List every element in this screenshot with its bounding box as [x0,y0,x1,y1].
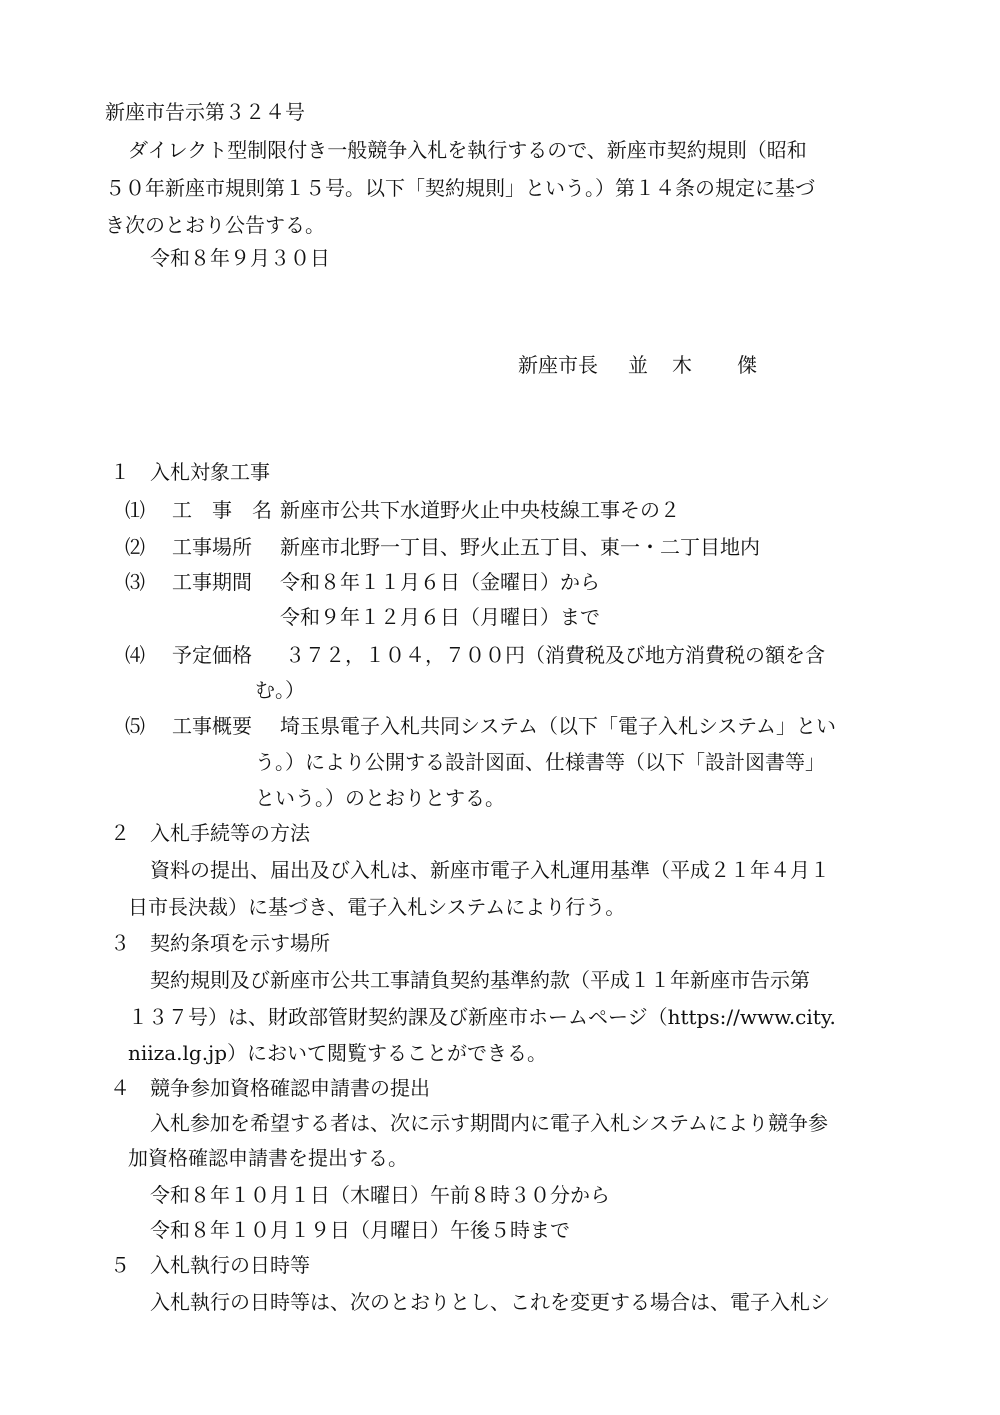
item-label: 工 事 名 [172,498,272,522]
preamble-line: ダイレクト型制限付き一般競争入札を執行するので、新座市契約規則（昭和 [128,138,807,162]
item-value: ３７２，１０４，７００円（消費税及び地方消費税の額を含 [285,643,825,667]
item-value: 新座市北野一丁目、野火止五丁目、東一・二丁目地内 [280,535,760,559]
application-period-end: 令和８年１０月１９日（月曜日）午後５時まで [150,1218,570,1242]
section-text: 入札参加を希望する者は、次に示す期間内に電子入札システムにより競争参 [150,1111,828,1135]
section-number: １ [110,460,130,484]
preamble-line: ５０年新座市規則第１５号。以下「契約規則」という。）第１４条の規定に基づ [105,176,815,200]
item-label: 予定価格 [172,643,252,667]
item-mark: ⑷ [125,643,145,667]
section-text: 日市長決裁）に基づき、電子入札システムにより行う。 [128,895,626,919]
preamble-line: き次のとおり公告する。 [105,213,325,237]
notice-date: 令和８年９月３０日 [150,246,330,270]
item-value: 令和９年１２月６日（月曜日）まで [280,605,600,629]
section-heading: 入札手続等の方法 [150,821,310,845]
notice-number: 新座市告示第３２４号 [105,100,305,124]
section-heading: 入札対象工事 [150,460,270,484]
item-value: う。）により公開する設計図面、仕様書等（以下「設計図書等」 [255,750,825,774]
section-text: 資料の提出、届出及び入札は、新座市電子入札運用基準（平成２１年４月１ [150,858,830,882]
section-number: ２ [110,821,130,845]
item-mark: ⑵ [125,535,145,559]
section-text: 契約規則及び新座市公共工事請負契約基準約款（平成１１年新座市告示第 [150,968,810,992]
item-mark: ⑴ [125,498,145,522]
item-label: 工事場所 [172,535,252,559]
section-text: 加資格確認申請書を提出する。 [128,1146,408,1170]
section-text: 入札執行の日時等は、次のとおりとし、これを変更する場合は、電子入札シ [150,1290,830,1314]
item-label: 工事概要 [172,714,252,738]
section-number: ５ [110,1253,130,1277]
item-mark: ⑸ [125,714,145,738]
item-mark: ⑶ [125,570,145,594]
signature-name-part: 木 [672,353,692,377]
item-value: 埼玉県電子入札共同システム（以下「電子入札システム」とい [280,714,836,738]
signature-name-part: 傑 [737,353,757,377]
item-value: という。）のとおりとする。 [255,786,505,810]
section-heading: 入札執行の日時等 [150,1253,310,1277]
section-heading: 競争参加資格確認申請書の提出 [150,1076,430,1100]
section-number: ４ [110,1076,130,1100]
item-value: む。） [255,678,305,702]
item-label: 工事期間 [172,570,252,594]
signature-title: 新座市長 [518,353,598,377]
section-text: １３７号）は、財政部管財契約課及び新座市ホームページ（https://www.city. [128,1005,836,1029]
section-heading: 契約条項を示す場所 [150,931,330,955]
section-text: niiza.lg.jp）において閲覧することができる。 [128,1041,548,1065]
signature-name-part: 並 [628,353,648,377]
application-period-start: 令和８年１０月１日（木曜日）午前８時３０分から [150,1183,610,1207]
item-value: 令和８年１１月６日（金曜日）から [280,570,600,594]
item-value: 新座市公共下水道野火止中央枝線工事その２ [280,498,680,522]
section-number: ３ [110,931,130,955]
